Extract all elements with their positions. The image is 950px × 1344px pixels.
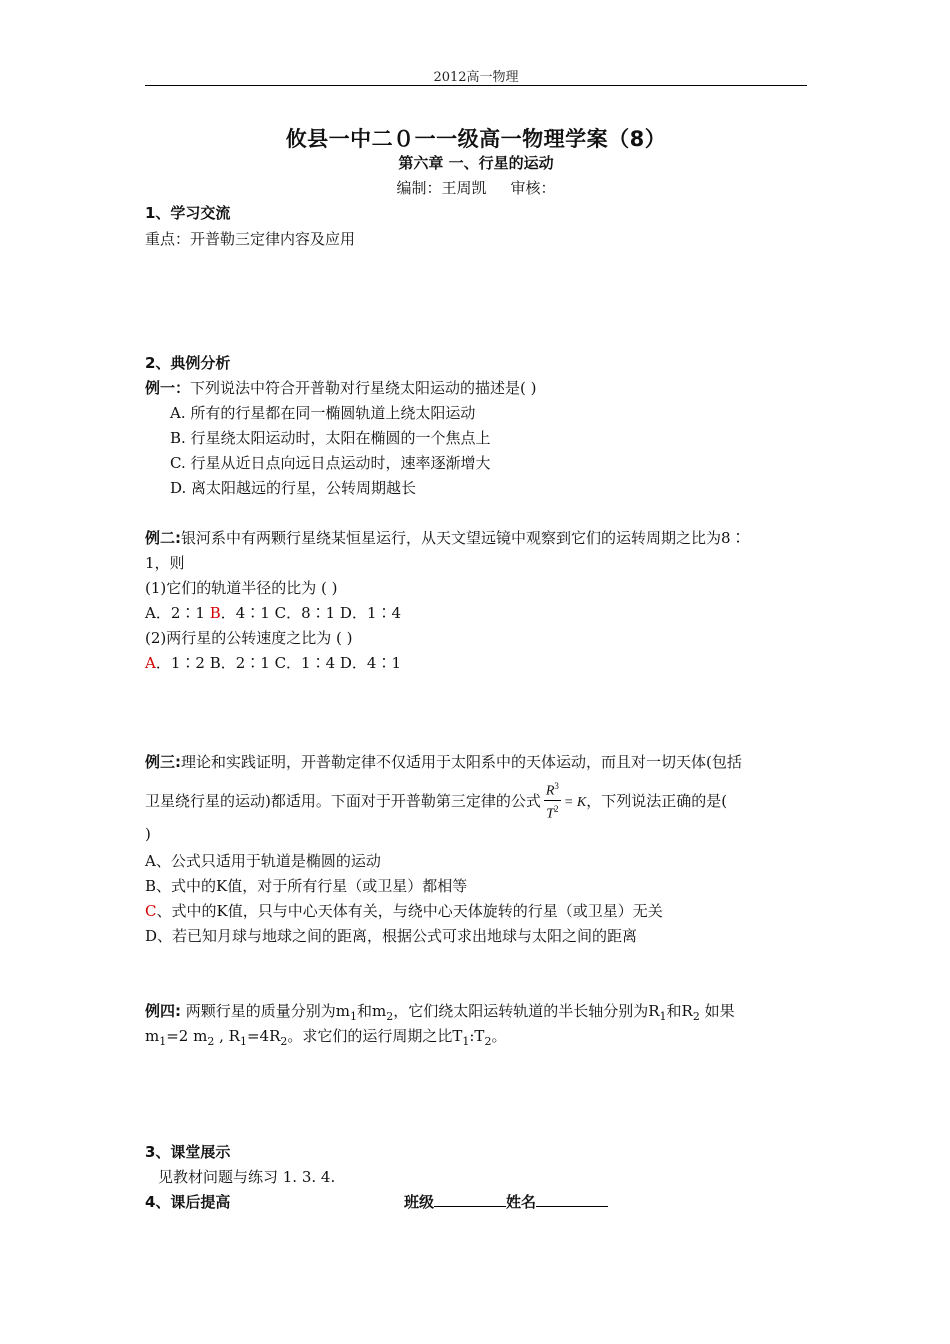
section3-text: 见教材问题与练习 1. 3. 4. bbox=[158, 1168, 336, 1186]
ex3-option-a: A、公式只适用于轨道是椭圆的运动 bbox=[145, 852, 381, 870]
ex2-q1-answer-b: B bbox=[209, 604, 221, 622]
ex3-line1 bbox=[145, 751, 742, 772]
ex2-q2-option-rest: ．1∶2 B．2∶1 C．1∶4 D．4∶1 bbox=[155, 654, 402, 672]
ex1-option-a: A. 所有的行星都在同一椭圆轨道上绕太阳运动 bbox=[170, 404, 476, 422]
ex4-text: 如果 bbox=[699, 1002, 735, 1020]
ex4-text: 两颗行星的质量分别为m bbox=[181, 1002, 350, 1020]
ex2-q1-option-a: A．2∶1 bbox=[145, 604, 210, 622]
formula-denominator-exp: 2 bbox=[554, 803, 559, 814]
subscript: 2 bbox=[280, 1035, 288, 1048]
section3-heading: 3、课堂展示 bbox=[145, 1143, 231, 1161]
ex2-question-line2: 1，则 bbox=[145, 554, 185, 572]
class-name-fields bbox=[404, 1191, 608, 1212]
ex2-q1: (1)它们的轨道半径的比为 ( ) bbox=[145, 579, 338, 597]
formula-numerator-exp: 3 bbox=[554, 781, 559, 791]
formula-numerator: R bbox=[545, 783, 555, 799]
ex2-q2: (2)两行星的公转速度之比为 ( ) bbox=[145, 629, 353, 647]
ex4-text: 和R bbox=[666, 1002, 693, 1020]
ex4-text: 。 bbox=[491, 1027, 507, 1045]
section4-heading: 4、课后提高 bbox=[145, 1193, 231, 1211]
section1-focus: 重点：开普勒三定律内容及应用 bbox=[145, 230, 356, 248]
ex4-text: ，它们绕太阳运转轨道的半长轴分别为R bbox=[393, 1002, 660, 1020]
section2-heading: 2、典例分析 bbox=[145, 354, 231, 372]
ex2-label: 例二: bbox=[145, 529, 181, 547]
ex3-line2 bbox=[145, 780, 727, 824]
ex2-q1-option-rest: ．4∶1 C．8∶1 D．1∶4 bbox=[220, 604, 402, 622]
ex4-text: =2 m bbox=[166, 1027, 208, 1045]
class-label: 班级 bbox=[404, 1193, 435, 1211]
subscript: 1 bbox=[350, 1010, 357, 1023]
ex3-label: 例三: bbox=[145, 753, 181, 771]
document-title: 攸县一中二０一一级高一物理学案（8） bbox=[285, 127, 667, 151]
header-rule bbox=[145, 85, 807, 86]
name-label: 姓名 bbox=[506, 1193, 537, 1211]
name-blank[interactable] bbox=[536, 1192, 608, 1207]
ex4-text: :T bbox=[469, 1027, 485, 1045]
ex1-question-text: 下列说法中符合开普勒对行星绕太阳运动的描述是( ) bbox=[190, 379, 537, 397]
ex4-text: , R bbox=[214, 1027, 240, 1045]
ex2-q1-options bbox=[145, 602, 401, 623]
ex1-option-b: B. 行星绕太阳运动时，太阳在椭圆的一个焦点上 bbox=[170, 429, 491, 447]
reviewer-label: 审核： bbox=[510, 179, 556, 197]
ex4-text: 。求它们的运行周期之比T bbox=[287, 1027, 463, 1045]
subscript: 1 bbox=[659, 1010, 667, 1023]
ex3-option-b: B、式中的K值，对于所有行星（或卫星）都相等 bbox=[145, 877, 468, 895]
page-header: 2012高一物理 bbox=[433, 70, 519, 85]
subscript: 2 bbox=[207, 1035, 215, 1048]
ex4-text: =4R bbox=[246, 1027, 281, 1045]
ex4-line1 bbox=[145, 1000, 735, 1023]
ex3-text1: 理论和实践证明，开普勒定律不仅适用于太阳系中的天体运动，而且对一切天体(包括 bbox=[181, 753, 742, 771]
subscript: 1 bbox=[159, 1035, 167, 1048]
chapter-subtitle: 第六章 一、行星的运动 bbox=[398, 154, 554, 172]
ex1-option-c: C. 行星从近日点向远日点运动时，速率逐渐增大 bbox=[170, 454, 491, 472]
ex3-line3: ) bbox=[145, 825, 151, 843]
ex2-question-text: 银河系中有两颗行星绕某恒星运行，从天文望远镜中观察到它们的运转周期之比为8∶ bbox=[181, 529, 746, 547]
ex2-question-line1 bbox=[145, 527, 746, 548]
ex3-answer-c: C bbox=[145, 902, 157, 920]
class-blank[interactable] bbox=[434, 1192, 506, 1207]
subscript: 2 bbox=[692, 1010, 700, 1023]
ex1-label: 例一： bbox=[145, 379, 191, 397]
section1-heading: 1、学习交流 bbox=[145, 204, 231, 222]
subscript: 1 bbox=[462, 1035, 470, 1048]
ex3-option-c bbox=[145, 900, 663, 921]
ex3-option-c-text: 、式中的K值，只与中心天体有关，与绕中心天体旋转的行星（或卫星）无关 bbox=[156, 902, 663, 920]
ex3-text2-pre: 卫星绕行星的运动)都适用。下面对于开普勒第三定律的公式 bbox=[145, 792, 541, 811]
ex4-line2 bbox=[145, 1025, 506, 1048]
editor-line bbox=[145, 177, 807, 198]
subscript: 1 bbox=[239, 1035, 247, 1048]
formula-denominator: T bbox=[546, 806, 555, 822]
ex3-text2-post: ，下列说法正确的是( bbox=[586, 792, 728, 811]
subscript: 2 bbox=[386, 1010, 394, 1023]
editor-name: 编制：王周凯 bbox=[396, 179, 487, 197]
kepler-formula-fraction bbox=[544, 778, 561, 822]
ex2-q2-answer-a: A bbox=[145, 654, 156, 672]
ex3-option-d: D、若已知月球与地球之间的距离，根据公式可求出地球与太阳之间的距离 bbox=[145, 927, 638, 945]
ex4-text: 和m bbox=[357, 1002, 387, 1020]
formula-rhs: = K bbox=[563, 795, 587, 811]
ex2-q2-options bbox=[145, 652, 401, 673]
ex4-label: 例四: bbox=[145, 1002, 181, 1020]
ex1-question bbox=[145, 377, 537, 398]
ex1-option-d: D. 离太阳越远的行星，公转周期越长 bbox=[170, 479, 417, 497]
ex4-text: m bbox=[145, 1027, 160, 1045]
subscript: 2 bbox=[484, 1035, 492, 1048]
